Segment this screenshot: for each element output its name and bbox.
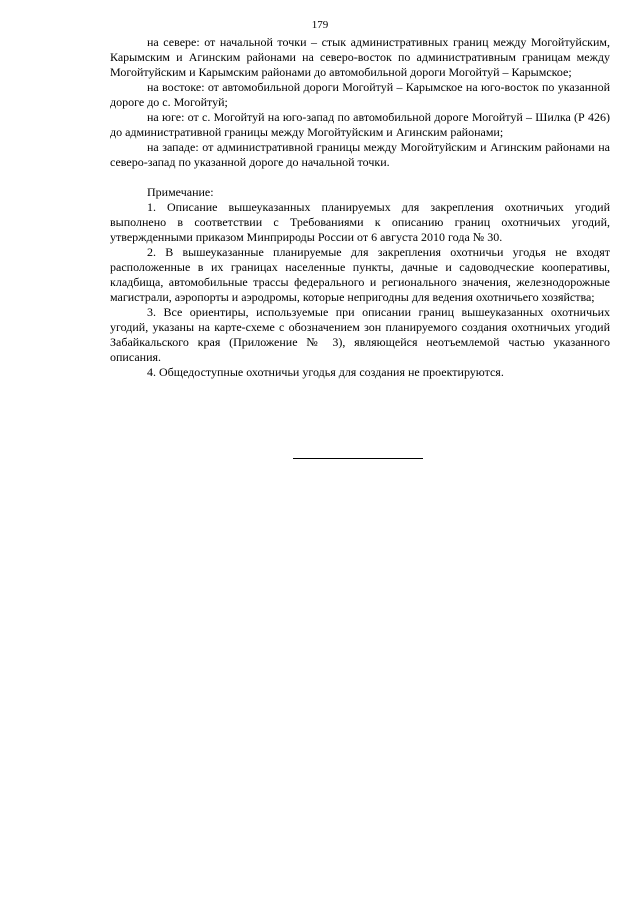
boundary-description: [110, 35, 610, 170]
document-body: [110, 35, 610, 380]
note-item-3: 3. Все ориентиры, используемые при описании границ вышеуказанных охотничьих угодий, указаны на карте-схеме с обозначением зон планируемого создания охотничьих угодий Забайкальского края (Приложение № 3), являющейся неотъемлемой частью указанного описания.: [110, 305, 610, 364]
note-section: [110, 185, 610, 380]
section-gap: [110, 170, 610, 185]
boundary-north: на севере: от начальной точки – стык административных границ между Могойтуйским, Карымским и Агинским районами на северо-восток по административным границам между Могойтуйским и Карымским районами до автомобильной дороги Могойтуй – Карымское;: [110, 35, 610, 79]
boundary-south: на юге: от с. Могойтуй на юго-запад по автомобильной дороге Могойтуй – Шилка (Р 426) до административной границы между Могойтуйским и Агинским районами;: [110, 110, 610, 139]
note-item-4: 4. Общедоступные охотничьи угодья для создания не проектируются.: [147, 365, 504, 379]
note-item-1: 1. Описание вышеуказанных планируемых для закрепления охотничьих угодий выполнено в соответствии с Требованиями к описанию границ охотничьих угодий, утвержденными приказом Минприроды России от 6 августа 2010 года № 30.: [110, 200, 610, 244]
note-heading: Примечание:: [147, 185, 214, 199]
page-number: 179: [311, 19, 329, 31]
note-item-2: 2. В вышеуказанные планируемые для закрепления охотничьи угодья не входят расположенные в их границах населенные пункты, дачные и садоводческие кооперативы, кладбища, автомобильные трассы федерального и регионального значения, железнодорожные магистрали, аэропорты и аэродромы, которые непригодны для ведения охотничьего хозяйства;: [110, 245, 610, 304]
boundary-east: на востоке: от автомобильной дороги Могойтуй – Карымское на юго-восток по указанной дороге до с. Могойтуй;: [110, 80, 610, 109]
boundary-west: на западе: от административной границы между Могойтуйским и Агинским районами на северо-запад по указанной дороге до начальной точки.: [110, 140, 610, 169]
end-separator-line: [293, 458, 423, 459]
